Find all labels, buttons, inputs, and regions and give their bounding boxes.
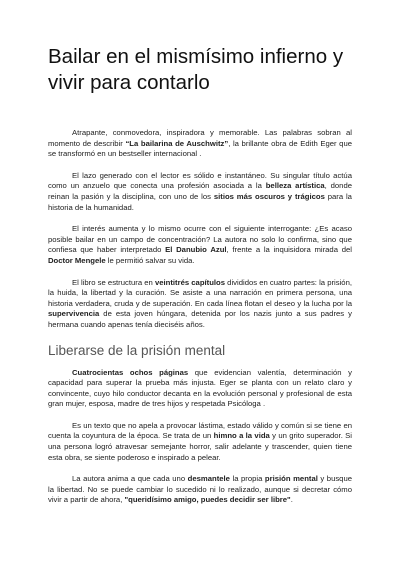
text-run: , donde reinan la pasión y la disciplina, con uno de los (48, 181, 353, 201)
paragraph (48, 474, 352, 506)
bold-text: "queridísimo amigo, puedes decidir ser libre" (124, 495, 291, 505)
text-run: . (290, 495, 293, 505)
text-run: Es un texto que no apela a provocar lástima, estado válido y común si se tiene en cuenta la coyuntura de la época. Se trata de un (48, 420, 352, 441)
text-run: El lazo generado con el lector es sólido e instantáneo. Su singular título actúa como un anzuelo que conecta una profesión asociada a la (48, 170, 352, 191)
text-run: y un grito superador. Si una persona logró atravesar semejante horror, salir adelante y trascender, quien tiene esta obra, se siente poderoso e inspirado a pelear. (48, 431, 352, 462)
text-run: para la historia de la humanidad. (48, 191, 352, 212)
bold-text: prisión mental (264, 474, 318, 484)
bold-text: belleza artística (265, 181, 325, 191)
paragraph (48, 421, 352, 463)
prison-section (48, 368, 352, 507)
text-run: , la brillante obra de Edith Eger que se transformó en un bestseller internacional . (48, 138, 352, 159)
article-title: Bailar en el mismísimo infierno y vivir para contarlo (48, 45, 344, 94)
paragraph (48, 368, 352, 410)
text-run: de esta joven húngara, detenida por los nazis junto a sus padres y hermana cuando apenas tenía dieciséis años. (48, 309, 352, 329)
text-run: y busque la libertad. No se puede cambiar lo sucedido ni lo realizado, aunque si decretar cómo vivir a partir de ahora, (48, 474, 353, 505)
text-run: la propia (229, 474, 265, 484)
text-run: Atrapante, conmovedora, inspiradora y memorable. Las palabras sobran al momento de describir (48, 128, 352, 148)
bold-text: sitios más oscuros y trágicos (213, 191, 325, 201)
paragraph (48, 171, 352, 213)
text-run: le permitió salvar su vida. (105, 255, 195, 265)
text-run: El libro se estructura en (72, 277, 155, 287)
text-run: divididos en cuatro partes: la prisión, la huida, la libertad y la curación. Se asiste a una narración en primera persona, una historia verdadera, cruda y de superación. En cada línea flotan el deseo y la lucha por la (48, 277, 352, 308)
paragraph (48, 128, 352, 160)
bold-text: El Danubio Azul (165, 245, 227, 255)
bold-text: Cuatrocientas ochos páginas (72, 367, 189, 377)
bold-text: Doctor Mengele (48, 255, 106, 265)
text-run: , frente a la inquisidora mirada del (226, 245, 352, 255)
text-run: que evidencian valentía, determinación y capacidad para superar la prueba más injusta. Eger se planta con un relato claro y convincente, cuyo hilo conductor decanta en la evolución personal y profesional de esta gran mujer, esposa, madre de tres hijos y respetada Psicóloga . (48, 367, 352, 409)
bold-text: “La bailarina de Auschwitz” (125, 138, 229, 148)
paragraph (48, 278, 352, 331)
text-run: El interés aumenta y lo mismo ocurre con el siguiente interrogante: ¿Es acaso posible bailar en un campo de concentración? La autora no solo lo confirma, sino que confiesa que haber interpretado (48, 224, 352, 255)
text-run: La autora anima a que cada uno (72, 474, 188, 484)
bold-text: desmantele (187, 474, 230, 484)
section-heading: Liberarse de la prisión mental (48, 342, 226, 358)
bold-text: himno a la vida (213, 431, 270, 441)
paragraph (48, 224, 352, 266)
bold-text: supervivencia (48, 309, 100, 319)
bold-text: veintitrés capítulos (154, 277, 226, 287)
intro-section (48, 128, 352, 331)
